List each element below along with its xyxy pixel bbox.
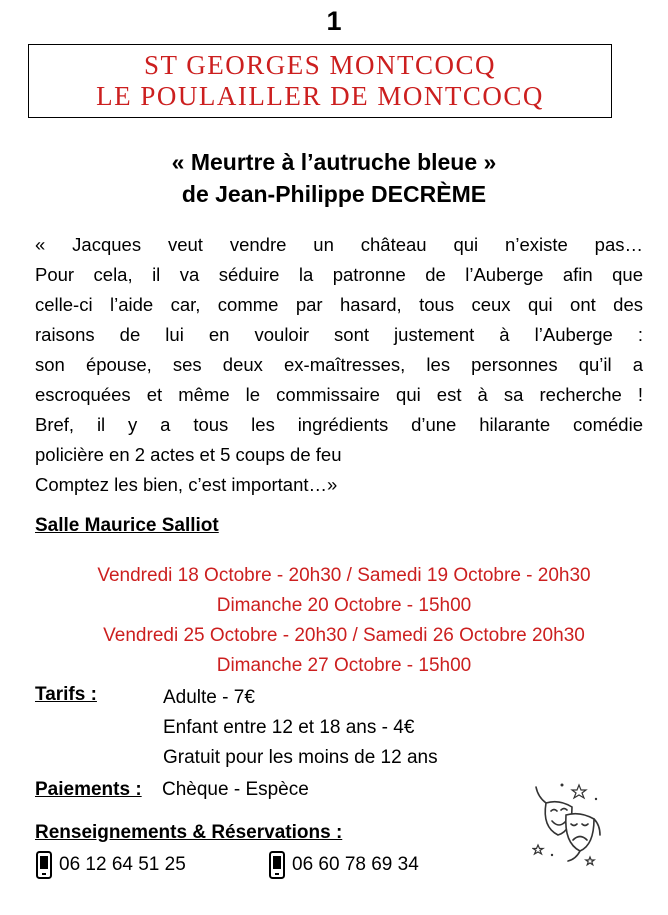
schedule-line: Vendredi 18 Octobre - 20h30 / Samedi 19 Octobre - 20h30 xyxy=(97,565,591,586)
synopsis-line: Bref, il y a tous les ingrédients d’une hilarante comédie xyxy=(35,414,643,435)
tarif-item: Adulte - 7€ xyxy=(163,687,255,708)
phone-number-text: 06 60 78 69 34 xyxy=(292,854,419,875)
synopsis-line: escroquées et même le commissaire qui est à sa recherche ! xyxy=(35,384,643,405)
synopsis-line: celle-ci l’aide car, comme par hasard, tous ceux qui ont des xyxy=(35,294,643,315)
venue-header-box xyxy=(28,44,612,118)
synopsis xyxy=(35,230,643,500)
synopsis-line: raisons de lui en vouloir sont justement à l’Auberge : xyxy=(35,324,643,345)
phone-number-text: 06 12 64 51 25 xyxy=(59,854,186,875)
mobile-phone-icon xyxy=(35,851,53,879)
schedule xyxy=(0,561,668,681)
synopsis-line: « Jacques veut vendre un château qui n’existe pas… xyxy=(35,234,643,255)
schedule-line: Vendredi 25 Octobre - 20h30 / Samedi 26 Octobre 20h30 xyxy=(103,625,585,646)
theatre-masks-icon xyxy=(532,775,604,867)
venue-header-line-1: ST GEORGES MONTCOCQ xyxy=(143,50,497,80)
phone-number-2[interactable] xyxy=(268,851,419,879)
payments-label: Paiements : xyxy=(35,779,142,800)
synopsis-line: policière en 2 actes et 5 coups de feu xyxy=(35,444,342,465)
play-title: « Meurtre à l’autruche bleue » xyxy=(171,149,497,175)
schedule-line: Dimanche 20 Octobre - 15h00 xyxy=(216,595,472,616)
tarifs-label: Tarifs : xyxy=(35,684,97,705)
synopsis-line: son épouse, ses deux ex-maîtresses, les personnes qu’il a xyxy=(35,354,643,375)
venue-name: Salle Maurice Salliot xyxy=(35,515,219,536)
phone-number-1[interactable] xyxy=(35,851,186,879)
synopsis-line: Pour cela, il va séduire la patronne de l’Auberge afin que xyxy=(35,264,643,285)
tarifs-list xyxy=(163,683,438,773)
mobile-phone-icon xyxy=(268,851,286,879)
payments-value: Chèque - Espèce xyxy=(162,779,309,800)
play-title-block xyxy=(0,146,668,210)
schedule-line: Dimanche 27 Octobre - 15h00 xyxy=(216,655,472,676)
synopsis-line: Comptez les bien, c’est important…» xyxy=(35,474,338,495)
page-number: 1 xyxy=(326,6,342,36)
venue-header-line-2: LE POULAILLER DE MONTCOCQ xyxy=(96,81,544,111)
play-author: de Jean-Philippe DECRÈME xyxy=(181,181,487,207)
tarif-item: Gratuit pour les moins de 12 ans xyxy=(163,747,438,768)
tarif-item: Enfant entre 12 et 18 ans - 4€ xyxy=(163,717,415,738)
info-label: Renseignements & Réservations : xyxy=(35,822,343,843)
